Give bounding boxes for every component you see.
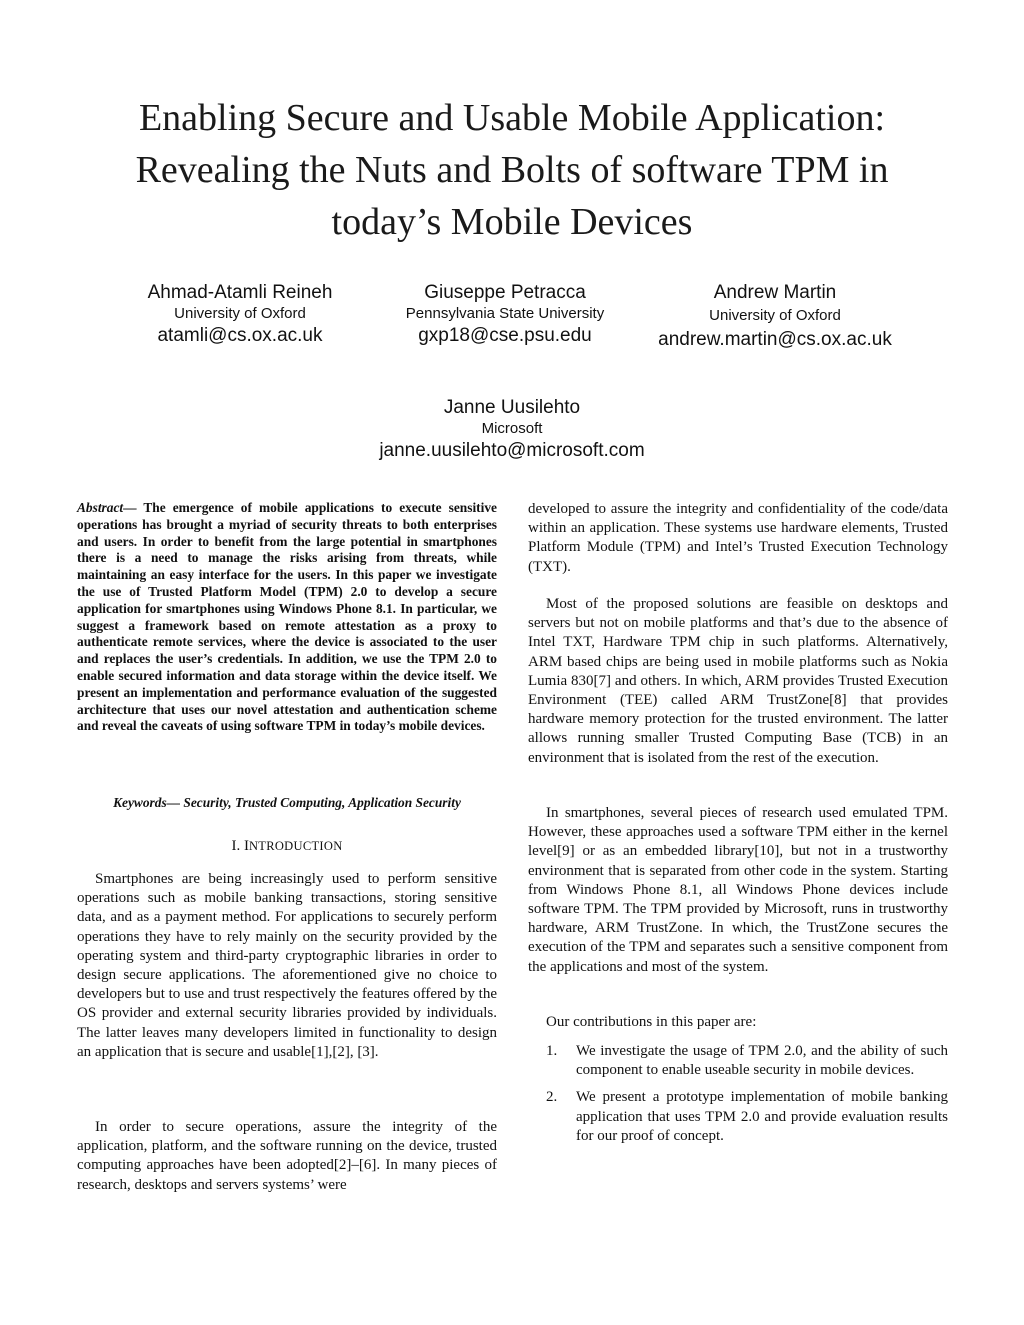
author-name: Ahmad-Atamli Reineh	[147, 282, 333, 303]
contributions-intro: Our contributions in this paper are:	[546, 1014, 757, 1030]
list-item-number: 1.	[546, 1043, 558, 1059]
author-3	[640, 281, 910, 352]
abstract-dash: —	[123, 500, 137, 515]
section-title-rest: NTRODUCTION	[248, 839, 343, 853]
contributions-list	[528, 1042, 948, 1154]
author-email: gxp18@cse.psu.edu	[418, 325, 592, 346]
right-paragraph-1: developed to assure the integrity and confidentiality of the code/data within an application. These systems use hardware elements, Trusted Platform Module (TPM) and Intel’s Trusted Execution Technology (TXT).	[528, 501, 948, 575]
author-affiliation: University of Oxford	[174, 305, 306, 322]
author-1	[120, 281, 360, 348]
author-affiliation: University of Oxford	[709, 307, 841, 324]
author-email: janne.uusilehto@microsoft.com	[379, 440, 645, 461]
author-name: Janne Uusilehto	[443, 397, 581, 418]
list-item-number: 2.	[546, 1089, 558, 1106]
author-affiliation: Microsoft	[481, 420, 543, 437]
intro-paragraph-2: In order to secure operations, assure the integrity of the application, platform, and the software running on the device, trusted computing approaches have been adopted[2]–[6]. In many pieces of research, desktops and servers systems’ were	[77, 1119, 497, 1193]
list-item	[528, 1042, 948, 1080]
author-name: Giuseppe Petracca	[424, 282, 586, 303]
section-title-initial: I	[243, 838, 249, 854]
author-4	[362, 396, 662, 463]
title-line-2: Revealing the Nuts and Bolts of software TPM in	[135, 149, 889, 191]
list-item-text: We investigate the usage of TPM 2.0, and the ability of such component to enable useable security in mobile devices.	[576, 1043, 948, 1079]
keywords: Keywords— Security, Trusted Computing, Application Security	[113, 795, 461, 810]
right-paragraph-2: Most of the proposed solutions are feasible on desktops and servers but not on mobile platforms and that’s due to the absence of Intel TXT, Hardware TPM chip in such platforms. Alternatively, ARM based chips are being used in mobile platforms such as Nokia Lumia 830[7] and others. In which, ARM provides Trusted Execution Environment (TEE) called ARM TrustZone[8] that provides hardware memory protection for the trusted environment. The latter allows running smaller Trusted Computing Base (TCB) in an environment that is isolated from the rest of the execution.	[528, 596, 948, 766]
author-affiliation: Pennsylvania State University	[405, 305, 605, 322]
author-email: andrew.martin@cs.ox.ac.uk	[658, 329, 892, 350]
right-paragraph-3: In smartphones, several pieces of research used emulated TPM. However, these approaches used a software TPM either in the kernel level[9] or as an embedded library[10], but not in a trustworthy environment that is separated from other code in the system. Starting from Windows Phone 8.1, all Windows Phone devices include software TPM. The TPM provided by Microsoft, runs in trustworthy hardware, ARM TrustZone. In which, the TrustZone secures the execution of the TPM and separates such a sensitive component from the applications and most of the system.	[528, 805, 948, 975]
author-email: atamli@cs.ox.ac.uk	[157, 325, 323, 346]
section-numeral: I.	[231, 838, 241, 854]
abstract-text: The emergence of mobile applications to execute sensitive operations has brought a myriad of security threats to both enterprises and users. In order to benefit from the large potential in smartphones there is a need to manage the risks arising from threats, while maintaining an easy interface for the users. In this paper we investigate the use of Trusted Platform Model (TPM) 2.0 to develop a secure application for smartphones using Windows Phone 8.1. In particular, we suggest a framework based on remote attestation as a proxy to authenticate remote services, where the device is associated to the user and replaces the user’s credentials. In addition, we use the TPM 2.0 to enable secured information and data storage within the device itself. We present an implementation and performance evaluation of the suggested architecture that uses our novel attestation and authentication scheme and reveal the caveats of using software TPM in today’s mobile devices.	[77, 500, 497, 734]
intro-paragraph-1: Smartphones are being increasingly used to perform sensitive operations such as mobile banking transactions, storing sensitive data, and as a payment method. For applications to securely perform operations they have to rely mainly on the security provided by the operating system and third-party cryptographic libraries in order to design secure applications. The aforementioned give no choice to developers but to use and trust respectively the features offered by the OS provider and external security libraries provided by individuals. The latter leaves many developers limited in functionality to design an application that is secure and usable[1],[2], [3].	[77, 871, 497, 1060]
abstract-label: Abstract	[77, 500, 124, 515]
title-line-3: today’s Mobile Devices	[331, 201, 693, 243]
paper-title	[60, 92, 964, 248]
list-item-text: We present a prototype implementation of mobile banking application that uses TPM 2.0 and provide evaluation results for our proof of concept.	[576, 1089, 948, 1144]
abstract	[77, 500, 497, 735]
section-heading-introduction	[77, 836, 497, 856]
title-line-1: Enabling Secure and Usable Mobile Application:	[138, 97, 886, 139]
author-2	[380, 281, 630, 348]
list-item	[528, 1088, 948, 1146]
author-name: Andrew Martin	[713, 282, 837, 303]
